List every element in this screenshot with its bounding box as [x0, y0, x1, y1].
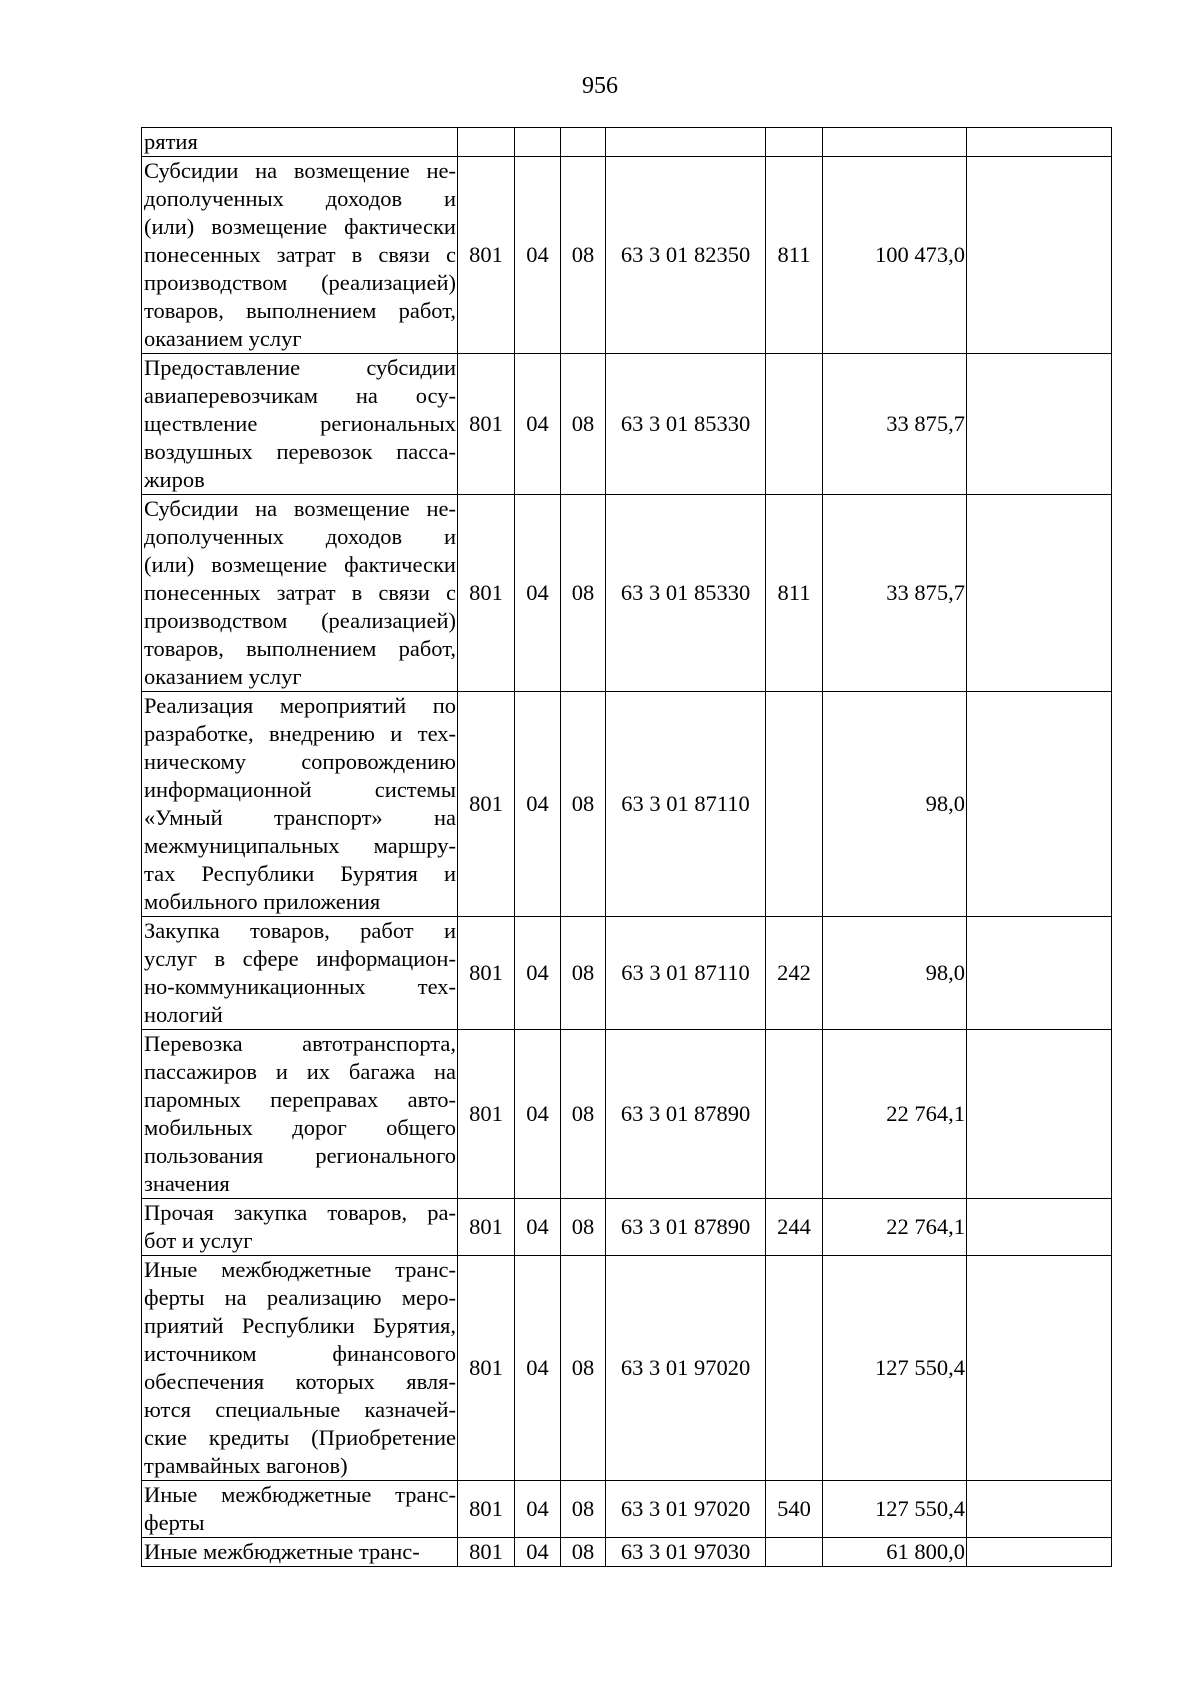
- expense-type-cell: 242: [766, 917, 823, 1030]
- item-name-line: [144, 860, 456, 888]
- target-article-cell: 63 3 01 97030: [606, 1538, 766, 1567]
- subsection-code-cell: 08: [561, 917, 606, 1030]
- target-article-cell: 63 3 01 87890: [606, 1030, 766, 1199]
- item-name-word: (или): [144, 552, 195, 577]
- item-name-line: [144, 607, 456, 635]
- item-name-line: [144, 635, 456, 663]
- item-name-word: связи: [378, 580, 430, 605]
- item-name-word: на: [433, 1059, 456, 1084]
- item-name-cell: [142, 1538, 458, 1567]
- section-code-cell: 04: [515, 1481, 561, 1538]
- item-name-line: [144, 1284, 456, 1312]
- item-name-line: [144, 720, 456, 748]
- subsection-code-cell: 08: [561, 1481, 606, 1538]
- expense-type-cell: [766, 1256, 823, 1481]
- item-name-word: пользования: [144, 1143, 264, 1168]
- table-row: [142, 157, 1112, 354]
- target-article-cell: 63 3 01 82350: [606, 157, 766, 354]
- grbs-code-cell: 801: [458, 1030, 515, 1199]
- grbs-code-cell: [458, 128, 515, 157]
- item-name-word: Республики: [241, 1313, 355, 1338]
- item-name-word: на: [224, 1285, 247, 1310]
- section-code-cell: 04: [515, 917, 561, 1030]
- item-name-word: и: [275, 1059, 288, 1084]
- item-name-word: «Умный: [144, 805, 223, 830]
- item-name-line: [144, 382, 456, 410]
- item-name-word: ские: [144, 1425, 187, 1450]
- item-name-word: межбюджетные: [221, 1482, 372, 1507]
- item-name-word: переправах: [270, 1087, 379, 1112]
- item-name-word: информацион-: [316, 946, 456, 971]
- table-row: [142, 354, 1112, 495]
- section-code-cell: 04: [515, 495, 561, 692]
- section-code-cell: 04: [515, 1199, 561, 1256]
- item-name-word: Предоставление: [144, 355, 301, 380]
- table-row: [142, 1481, 1112, 1538]
- subsection-code-cell: 08: [561, 692, 606, 917]
- item-name-word: меро-: [401, 1285, 456, 1310]
- item-name-word: Закупка: [144, 918, 220, 943]
- item-name-word: ническому: [144, 749, 247, 774]
- item-name-word: явля-: [406, 1369, 456, 1394]
- subsection-code-cell: 08: [561, 1199, 606, 1256]
- section-code-cell: 04: [515, 692, 561, 917]
- item-name-word: работ,: [398, 298, 456, 323]
- item-name-word: межмуниципальных: [144, 833, 340, 858]
- item-name-line: бот и услуг: [144, 1228, 253, 1253]
- grbs-code-cell: 801: [458, 1199, 515, 1256]
- item-name-word: и: [390, 721, 403, 746]
- item-name-word: Иные: [144, 1482, 198, 1507]
- item-name-word: понесенных: [144, 580, 261, 605]
- item-name-line: [144, 1030, 456, 1058]
- item-name-word: фактически: [344, 214, 456, 239]
- table-body: [142, 128, 1112, 1567]
- amount-cell: 98,0: [823, 692, 967, 917]
- section-code-cell: 04: [515, 157, 561, 354]
- item-name-word: которых: [295, 1369, 375, 1394]
- item-name-line: [144, 1199, 456, 1227]
- expense-type-cell: [766, 1538, 823, 1567]
- grbs-code-cell: 801: [458, 354, 515, 495]
- item-name-word: не-: [426, 158, 456, 183]
- section-code-cell: 04: [515, 1256, 561, 1481]
- amount-cell: [823, 128, 967, 157]
- item-name-cell: [142, 128, 458, 157]
- item-name-word: тах: [144, 861, 176, 886]
- item-name-word: возмещение: [293, 496, 410, 521]
- extra-amount-cell: [967, 692, 1112, 917]
- page-number: 956: [582, 73, 618, 99]
- extra-amount-cell: [967, 354, 1112, 495]
- grbs-code-cell: 801: [458, 692, 515, 917]
- item-name-word: ра-: [427, 1200, 456, 1225]
- target-article-cell: 63 3 01 87110: [606, 917, 766, 1030]
- item-name-line: [144, 551, 456, 579]
- item-name-line: [144, 213, 456, 241]
- expense-type-cell: 540: [766, 1481, 823, 1538]
- target-article-cell: 63 3 01 97020: [606, 1481, 766, 1538]
- item-name-line: [144, 241, 456, 269]
- item-name-word: товаров,: [327, 1200, 408, 1225]
- item-name-word: на: [255, 158, 278, 183]
- item-name-line: [144, 579, 456, 607]
- amount-cell: 22 764,1: [823, 1030, 967, 1199]
- item-name-line: [144, 1312, 456, 1340]
- item-name-word: (Приобретение: [311, 1425, 456, 1450]
- item-name-word: мероприятий: [279, 693, 407, 718]
- item-name-word: возмещение: [211, 214, 328, 239]
- item-name-word: паромных: [144, 1087, 241, 1112]
- item-name-word: выполнением: [246, 636, 377, 661]
- item-name-word: не-: [426, 496, 456, 521]
- item-name-line: [144, 1256, 456, 1284]
- item-name-word: транспорт»: [273, 805, 383, 830]
- item-name-word: внедрению: [268, 721, 375, 746]
- table-row: [142, 917, 1112, 1030]
- item-name-line: оказанием услуг: [144, 664, 302, 689]
- subsection-code-cell: 08: [561, 1538, 606, 1567]
- item-name-word: доходов: [325, 524, 403, 549]
- extra-amount-cell: [967, 1199, 1112, 1256]
- table-row: [142, 1030, 1112, 1199]
- grbs-code-cell: 801: [458, 1256, 515, 1481]
- item-name-line: [144, 495, 456, 523]
- expense-type-cell: [766, 354, 823, 495]
- item-name-word: возмещение: [293, 158, 410, 183]
- item-name-word: закупка: [233, 1200, 308, 1225]
- item-name-line: Иные межбюджетные транс-: [144, 1539, 420, 1564]
- item-name-word: Бурятия: [340, 861, 418, 886]
- item-name-word: системы: [374, 777, 456, 802]
- expense-type-cell: 811: [766, 157, 823, 354]
- item-name-word: сопровождению: [301, 749, 456, 774]
- item-name-word: Субсидии: [144, 158, 239, 183]
- item-name-word: тех-: [417, 974, 456, 999]
- item-name-word: мобильных: [144, 1115, 253, 1140]
- item-name-word: на: [433, 805, 456, 830]
- item-name-line: [144, 1396, 456, 1424]
- item-name-word: в: [214, 946, 226, 971]
- item-name-word: Перевозка: [144, 1031, 243, 1056]
- extra-amount-cell: [967, 157, 1112, 354]
- target-article-cell: 63 3 01 97020: [606, 1256, 766, 1481]
- table-row: [142, 128, 1112, 157]
- item-name-line: [144, 438, 456, 466]
- item-name-word: автотранспорта,: [302, 1031, 456, 1056]
- amount-cell: 33 875,7: [823, 495, 967, 692]
- target-article-cell: 63 3 01 87890: [606, 1199, 766, 1256]
- item-name-word: работ,: [398, 636, 456, 661]
- item-name-line: ферты: [144, 1510, 205, 1535]
- subsection-code-cell: 08: [561, 1030, 606, 1199]
- item-name-word: источником: [144, 1341, 257, 1366]
- item-name-word: маршру-: [373, 833, 456, 858]
- item-name-word: с: [446, 580, 456, 605]
- item-name-line: [144, 185, 456, 213]
- expense-type-cell: 811: [766, 495, 823, 692]
- item-name-line: рятия: [144, 129, 198, 154]
- item-name-word: ются: [144, 1397, 191, 1422]
- item-name-line: [144, 945, 456, 973]
- amount-cell: 100 473,0: [823, 157, 967, 354]
- subsection-code-cell: 08: [561, 157, 606, 354]
- item-name-line: нологий: [144, 1002, 223, 1027]
- item-name-cell: [142, 157, 458, 354]
- item-name-word: и: [443, 861, 456, 886]
- item-name-cell: [142, 354, 458, 495]
- item-name-word: услуг: [144, 946, 197, 971]
- item-name-word: и: [443, 186, 456, 211]
- item-name-word: дополученных: [144, 524, 284, 549]
- expense-type-cell: 244: [766, 1199, 823, 1256]
- item-name-word: авто-: [407, 1087, 456, 1112]
- item-name-word: регионального: [315, 1143, 456, 1168]
- item-name-cell: [142, 495, 458, 692]
- item-name-word: авиаперевозчикам: [144, 383, 318, 408]
- item-name-word: пасса-: [396, 439, 456, 464]
- item-name-cell: [142, 917, 458, 1030]
- item-name-word: и: [443, 918, 456, 943]
- item-name-cell: [142, 1256, 458, 1481]
- item-name-word: производством: [144, 270, 288, 295]
- item-name-word: фактически: [344, 552, 456, 577]
- item-name-cell: [142, 1030, 458, 1199]
- item-name-word: Бурятия,: [372, 1313, 456, 1338]
- item-name-word: реализацию: [266, 1285, 382, 1310]
- extra-amount-cell: [967, 917, 1112, 1030]
- item-name-word: Прочая: [144, 1200, 214, 1225]
- item-name-word: сфере: [242, 946, 299, 971]
- item-name-word: специальные: [215, 1397, 341, 1422]
- item-name-word: осу-: [415, 383, 456, 408]
- grbs-code-cell: 801: [458, 157, 515, 354]
- item-name-word: понесенных: [144, 242, 261, 267]
- item-name-word: доходов: [325, 186, 403, 211]
- item-name-line: трамвайных вагонов): [144, 1453, 348, 1478]
- item-name-line: мобильного приложения: [144, 889, 381, 914]
- item-name-word: ферты: [144, 1285, 205, 1310]
- item-name-line: [144, 1058, 456, 1086]
- table-row: [142, 495, 1112, 692]
- subsection-code-cell: 08: [561, 1256, 606, 1481]
- item-name-word: межбюджетные: [221, 1257, 372, 1282]
- subsection-code-cell: [561, 128, 606, 157]
- item-name-word: общего: [386, 1115, 456, 1140]
- grbs-code-cell: 801: [458, 1538, 515, 1567]
- target-article-cell: 63 3 01 85330: [606, 495, 766, 692]
- grbs-code-cell: 801: [458, 917, 515, 1030]
- item-name-line: [144, 748, 456, 776]
- section-code-cell: 04: [515, 1538, 561, 1567]
- subsection-code-cell: 08: [561, 495, 606, 692]
- extra-amount-cell: [967, 1030, 1112, 1199]
- expense-type-cell: [766, 128, 823, 157]
- item-name-word: транс-: [395, 1482, 456, 1507]
- item-name-cell: [142, 1481, 458, 1538]
- table-row: [142, 1199, 1112, 1256]
- expense-type-cell: [766, 1030, 823, 1199]
- item-name-word: приятий: [144, 1313, 224, 1338]
- item-name-line: [144, 1368, 456, 1396]
- item-name-word: воздушных: [144, 439, 253, 464]
- item-name-word: пассажиров: [144, 1059, 257, 1084]
- item-name-word: в: [351, 580, 363, 605]
- item-name-line: [144, 523, 456, 551]
- item-name-word: на: [255, 496, 278, 521]
- target-article-cell: 63 3 01 87110: [606, 692, 766, 917]
- target-article-cell: [606, 128, 766, 157]
- item-name-word: но-коммуникационных: [144, 974, 366, 999]
- item-name-line: [144, 1086, 456, 1114]
- item-name-line: [144, 776, 456, 804]
- item-name-line: [144, 692, 456, 720]
- item-name-word: затрат: [276, 242, 336, 267]
- amount-cell: 22 764,1: [823, 1199, 967, 1256]
- item-name-word: Иные: [144, 1257, 198, 1282]
- item-name-line: [144, 269, 456, 297]
- grbs-code-cell: 801: [458, 495, 515, 692]
- amount-cell: 127 550,4: [823, 1481, 967, 1538]
- section-code-cell: 04: [515, 354, 561, 495]
- item-name-word: с: [446, 242, 456, 267]
- item-name-line: [144, 804, 456, 832]
- item-name-word: обеспечения: [144, 1369, 265, 1394]
- item-name-line: жиров: [144, 467, 205, 492]
- item-name-word: багажа: [348, 1059, 416, 1084]
- item-name-line: [144, 157, 456, 185]
- item-name-word: на: [355, 383, 378, 408]
- item-name-word: работ: [360, 918, 414, 943]
- budget-table: [141, 127, 1112, 1567]
- item-name-word: затрат: [276, 580, 336, 605]
- item-name-line: [144, 832, 456, 860]
- item-name-word: в: [351, 242, 363, 267]
- item-name-word: субсидии: [366, 355, 456, 380]
- item-name-line: [144, 1114, 456, 1142]
- item-name-line: [144, 1424, 456, 1452]
- item-name-cell: [142, 692, 458, 917]
- extra-amount-cell: [967, 128, 1112, 157]
- item-name-cell: [142, 1199, 458, 1256]
- item-name-word: Реализация: [144, 693, 254, 718]
- table-row: [142, 1538, 1112, 1567]
- item-name-word: (или): [144, 214, 195, 239]
- extra-amount-cell: [967, 495, 1112, 692]
- item-name-line: [144, 1142, 456, 1170]
- section-code-cell: [515, 128, 561, 157]
- item-name-line: [144, 1481, 456, 1509]
- amount-cell: 127 550,4: [823, 1256, 967, 1481]
- item-name-word: (реализацией): [321, 270, 456, 295]
- item-name-word: (реализацией): [321, 608, 456, 633]
- amount-cell: 98,0: [823, 917, 967, 1030]
- item-name-word: ществление: [144, 411, 258, 436]
- item-name-word: финансового: [332, 1341, 456, 1366]
- item-name-word: по: [432, 693, 456, 718]
- item-name-word: производством: [144, 608, 288, 633]
- item-name-line: [144, 410, 456, 438]
- item-name-line: оказанием услуг: [144, 326, 302, 351]
- subsection-code-cell: 08: [561, 354, 606, 495]
- item-name-line: [144, 973, 456, 1001]
- item-name-word: кредиты: [208, 1425, 290, 1450]
- item-name-word: возмещение: [211, 552, 328, 577]
- item-name-line: [144, 297, 456, 325]
- table-row: [142, 692, 1112, 917]
- grbs-code-cell: 801: [458, 1481, 515, 1538]
- item-name-line: [144, 354, 456, 382]
- table-row: [142, 1256, 1112, 1481]
- item-name-word: региональных: [320, 411, 456, 436]
- item-name-word: связи: [378, 242, 430, 267]
- item-name-line: значения: [144, 1171, 230, 1196]
- item-name-word: их: [306, 1059, 331, 1084]
- amount-cell: 61 800,0: [823, 1538, 967, 1567]
- target-article-cell: 63 3 01 85330: [606, 354, 766, 495]
- extra-amount-cell: [967, 1481, 1112, 1538]
- item-name-line: [144, 917, 456, 945]
- item-name-word: информационной: [144, 777, 312, 802]
- item-name-word: Субсидии: [144, 496, 239, 521]
- section-code-cell: 04: [515, 1030, 561, 1199]
- item-name-word: транс-: [395, 1257, 456, 1282]
- item-name-word: и: [443, 524, 456, 549]
- item-name-word: выполнением: [246, 298, 377, 323]
- item-name-word: дорог: [292, 1115, 347, 1140]
- item-name-word: Республики: [201, 861, 315, 886]
- item-name-word: казначей-: [364, 1397, 456, 1422]
- item-name-word: тех-: [417, 721, 456, 746]
- item-name-line: [144, 1340, 456, 1368]
- amount-cell: 33 875,7: [823, 354, 967, 495]
- item-name-word: дополученных: [144, 186, 284, 211]
- item-name-word: разработке,: [144, 721, 254, 746]
- extra-amount-cell: [967, 1256, 1112, 1481]
- expense-type-cell: [766, 692, 823, 917]
- item-name-word: перевозок: [276, 439, 373, 464]
- extra-amount-cell: [967, 1538, 1112, 1567]
- item-name-word: товаров,: [250, 918, 330, 943]
- item-name-word: товаров,: [144, 298, 224, 323]
- item-name-word: товаров,: [144, 636, 224, 661]
